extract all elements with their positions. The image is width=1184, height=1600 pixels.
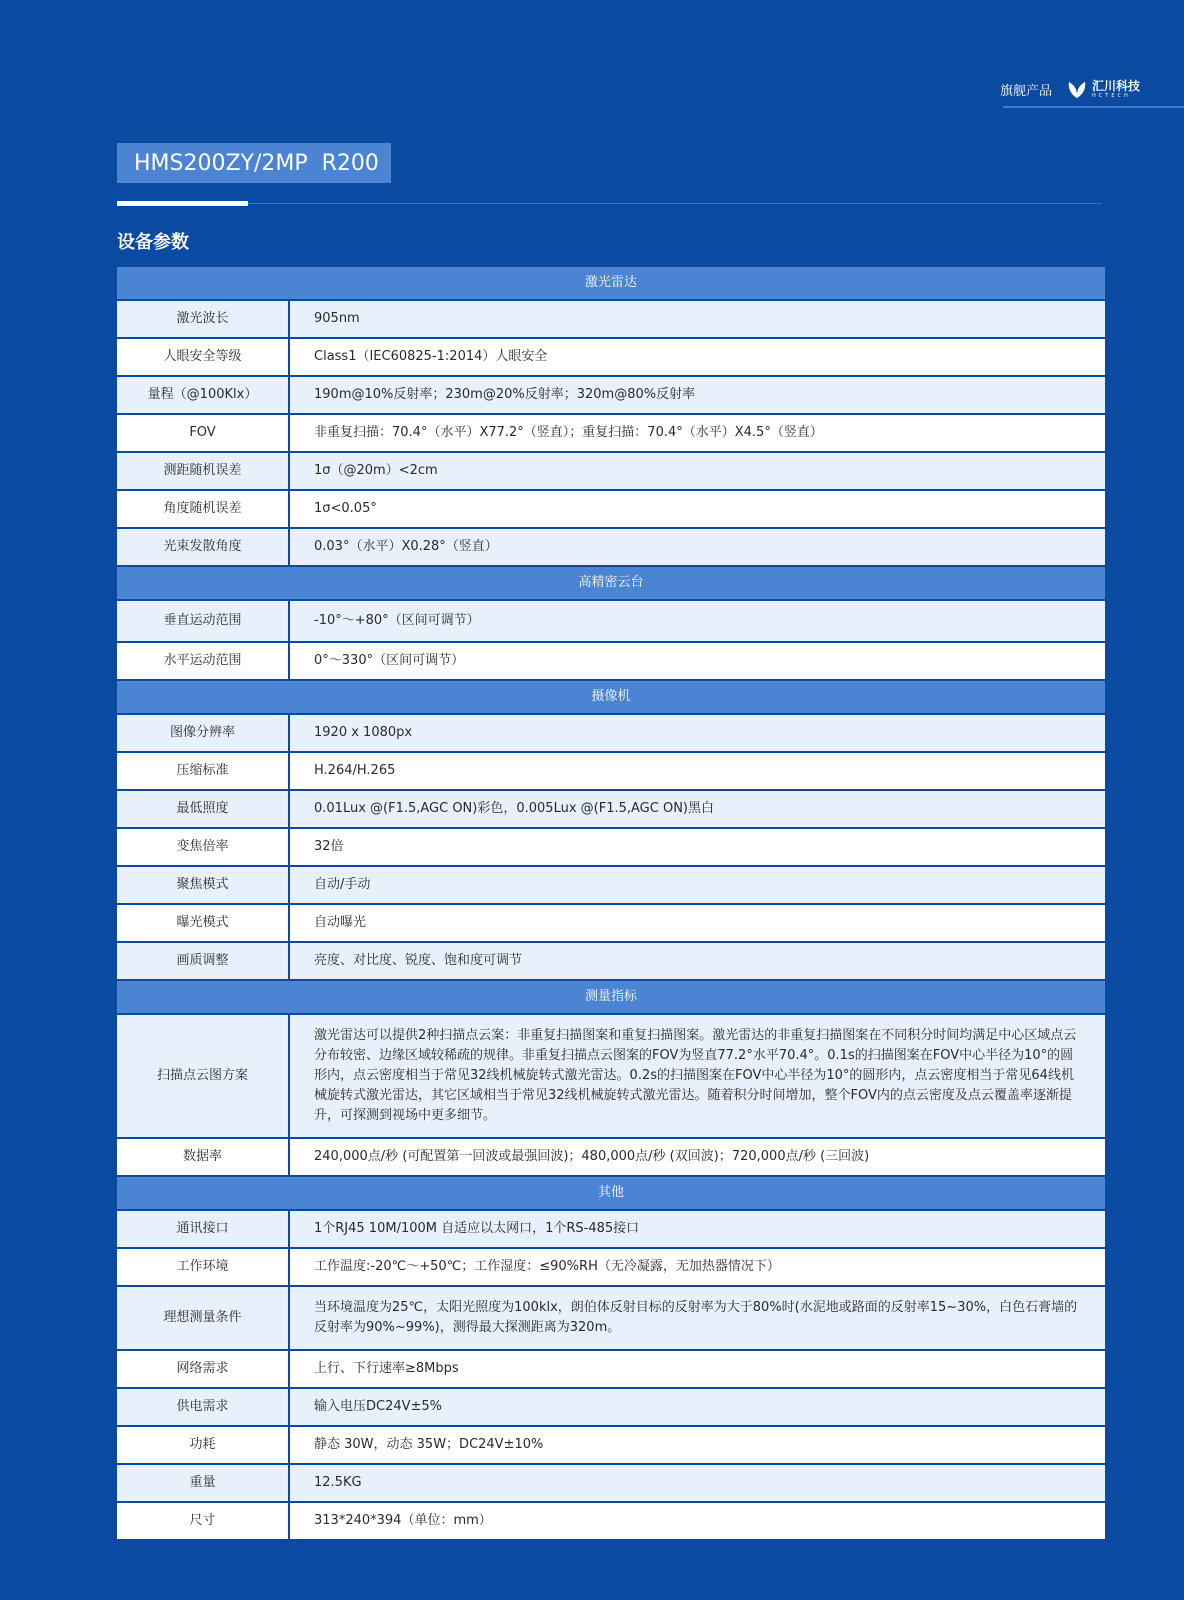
brand-name bbox=[1092, 80, 1140, 99]
spec-label: 曝光模式 bbox=[117, 904, 289, 942]
section-header-row bbox=[117, 566, 1105, 600]
table-row bbox=[117, 714, 1105, 752]
table-row bbox=[117, 942, 1105, 980]
spec-label: 最低照度 bbox=[117, 790, 289, 828]
spec-value: 工作温度:-20℃～+50℃；工作湿度：≤90%RH（无冷凝露，无加热器情况下） bbox=[289, 1248, 1105, 1286]
spec-label: 网络需求 bbox=[117, 1350, 289, 1388]
table-row bbox=[117, 600, 1105, 642]
spec-value: 非重复扫描：70.4°（水平）X77.2°（竖直）；重复扫描：70.4°（水平）X4.5°（竖直） bbox=[289, 414, 1105, 452]
section-header-row bbox=[117, 980, 1105, 1014]
table-row bbox=[117, 452, 1105, 490]
spec-value: 0.03°（水平）X0.28°（竖直） bbox=[289, 528, 1105, 566]
spec-value: 0°～330°（区间可调节） bbox=[289, 642, 1105, 680]
spec-label: 扫描点云图方案 bbox=[117, 1014, 289, 1138]
model-title: HMS200ZY/2MP R200 bbox=[117, 143, 391, 183]
section-header-row bbox=[117, 1176, 1105, 1210]
spec-label: 尺寸 bbox=[117, 1502, 289, 1540]
section-header-row bbox=[117, 680, 1105, 714]
leaf-logo-icon bbox=[1066, 78, 1088, 100]
spec-value: -10°～+80°（区间可调节） bbox=[289, 600, 1105, 642]
table-row bbox=[117, 1464, 1105, 1502]
spec-label: 激光波长 bbox=[117, 300, 289, 338]
table-row bbox=[117, 866, 1105, 904]
spec-value: 自动曝光 bbox=[289, 904, 1105, 942]
spec-label: 数据率 bbox=[117, 1138, 289, 1176]
spec-label: 图像分辨率 bbox=[117, 714, 289, 752]
table-row bbox=[117, 1138, 1105, 1176]
spec-value: 自动/手动 bbox=[289, 866, 1105, 904]
spec-label: 变焦倍率 bbox=[117, 828, 289, 866]
spec-label: 功耗 bbox=[117, 1426, 289, 1464]
section-header: 激光雷达 bbox=[117, 267, 1105, 300]
spec-value: 亮度、对比度、锐度、饱和度可调节 bbox=[289, 942, 1105, 980]
table-row bbox=[117, 1210, 1105, 1248]
spec-label: 压缩标准 bbox=[117, 752, 289, 790]
section-title: 设备参数 bbox=[117, 232, 189, 253]
spec-value: Class1（IEC60825-1:2014）人眼安全 bbox=[289, 338, 1105, 376]
table-row bbox=[117, 1426, 1105, 1464]
spec-value: 1920 x 1080px bbox=[289, 714, 1105, 752]
spec-value: H.264/H.265 bbox=[289, 752, 1105, 790]
spec-value: 上行、下行速率≥8Mbps bbox=[289, 1350, 1105, 1388]
brand-underline bbox=[1003, 106, 1184, 108]
table-row bbox=[117, 1502, 1105, 1540]
section-header: 摄像机 bbox=[117, 680, 1105, 714]
spec-value: 32倍 bbox=[289, 828, 1105, 866]
spec-value: 0.01Lux @(F1.5,AGC ON)彩色，0.005Lux @(F1.5,AGC ON)黑白 bbox=[289, 790, 1105, 828]
table-row bbox=[117, 528, 1105, 566]
spec-value: 激光雷达可以提供2种扫描点云案：非重复扫描图案和重复扫描图案。激光雷达的非重复扫描图案在不同积分时间均满足中心区域点云分布较密、边缘区域较稀疏的规律。非重复扫描点云图案的FOV为竖直77.2°水平70.4°。0.1s的扫描图案在FOV中心半径为10°的圆形内，点云密度相当于常见32线机械旋转式激光雷达。0.2s的扫描图案在FOV中心半径为10°的圆形内，点云密度相当于常见64线机械旋转式激光雷达，其它区域相当于常见32线机械旋转式激光雷达。随着积分时间增加，整个FOV内的点云密度及点云覆盖率逐渐提升，可探测到视场中更多细节。 bbox=[289, 1014, 1105, 1138]
table-row bbox=[117, 376, 1105, 414]
spec-value: 1σ<0.05° bbox=[289, 490, 1105, 528]
table-row bbox=[117, 300, 1105, 338]
spec-label: 通讯接口 bbox=[117, 1210, 289, 1248]
spec-label: 供电需求 bbox=[117, 1388, 289, 1426]
spec-label: 重量 bbox=[117, 1464, 289, 1502]
spec-label: 垂直运动范围 bbox=[117, 600, 289, 642]
brand-header bbox=[1000, 78, 1140, 100]
spec-label: 水平运动范围 bbox=[117, 642, 289, 680]
section-header: 其他 bbox=[117, 1176, 1105, 1210]
spec-value: 313*240*394（单位：mm） bbox=[289, 1502, 1105, 1540]
divider-highlight bbox=[117, 201, 248, 206]
section-header: 高精密云台 bbox=[117, 566, 1105, 600]
spec-value: 12.5KG bbox=[289, 1464, 1105, 1502]
section-header-row bbox=[117, 267, 1105, 300]
brand-name-cn: 汇川科技 bbox=[1092, 78, 1141, 93]
table-row bbox=[117, 790, 1105, 828]
spec-value: 240,000点/秒 (可配置第一回波或最强回波)；480,000点/秒 (双回波)；720,000点/秒 (三回波) bbox=[289, 1138, 1105, 1176]
brand-name-en: HCTECH bbox=[1092, 92, 1131, 99]
spec-label: 人眼安全等级 bbox=[117, 338, 289, 376]
spec-value: 905nm bbox=[289, 300, 1105, 338]
flagship-tag: 旗舰产品 bbox=[1000, 83, 1053, 99]
spec-label: 光束发散角度 bbox=[117, 528, 289, 566]
table-row bbox=[117, 1014, 1105, 1138]
spec-table bbox=[117, 267, 1105, 1541]
table-row bbox=[117, 828, 1105, 866]
spec-value: 190m@10%反射率；230m@20%反射率；320m@80%反射率 bbox=[289, 376, 1105, 414]
spec-label: 量程（@100Klx） bbox=[117, 376, 289, 414]
table-row bbox=[117, 1388, 1105, 1426]
spec-label: FOV bbox=[117, 414, 289, 452]
spec-label: 画质调整 bbox=[117, 942, 289, 980]
spec-label: 角度随机误差 bbox=[117, 490, 289, 528]
spec-label: 测距随机误差 bbox=[117, 452, 289, 490]
section-header: 测量指标 bbox=[117, 980, 1105, 1014]
table-row bbox=[117, 490, 1105, 528]
table-row bbox=[117, 414, 1105, 452]
spec-label: 工作环境 bbox=[117, 1248, 289, 1286]
spec-value: 静态 30W，动态 35W；DC24V±10% bbox=[289, 1426, 1105, 1464]
spec-value: 1σ（@20m）<2cm bbox=[289, 452, 1105, 490]
table-row bbox=[117, 338, 1105, 376]
table-row bbox=[117, 1350, 1105, 1388]
spec-value: 输入电压DC24V±5% bbox=[289, 1388, 1105, 1426]
divider-line bbox=[248, 203, 1102, 204]
table-row bbox=[117, 1286, 1105, 1350]
spec-label: 理想测量条件 bbox=[117, 1286, 289, 1350]
spec-value: 1个RJ45 10M/100M 自适应以太网口，1个RS-485接口 bbox=[289, 1210, 1105, 1248]
spec-label: 聚焦模式 bbox=[117, 866, 289, 904]
table-row bbox=[117, 1248, 1105, 1286]
spec-value: 当环境温度为25℃，太阳光照度为100klx，朗伯体反射目标的反射率为大于80%时(水泥地或路面的反射率15~30%，白色石膏墙的反射率为90%~99%)，测得最大探测距离为320m。 bbox=[289, 1286, 1105, 1350]
table-row bbox=[117, 904, 1105, 942]
table-row bbox=[117, 752, 1105, 790]
table-row bbox=[117, 642, 1105, 680]
